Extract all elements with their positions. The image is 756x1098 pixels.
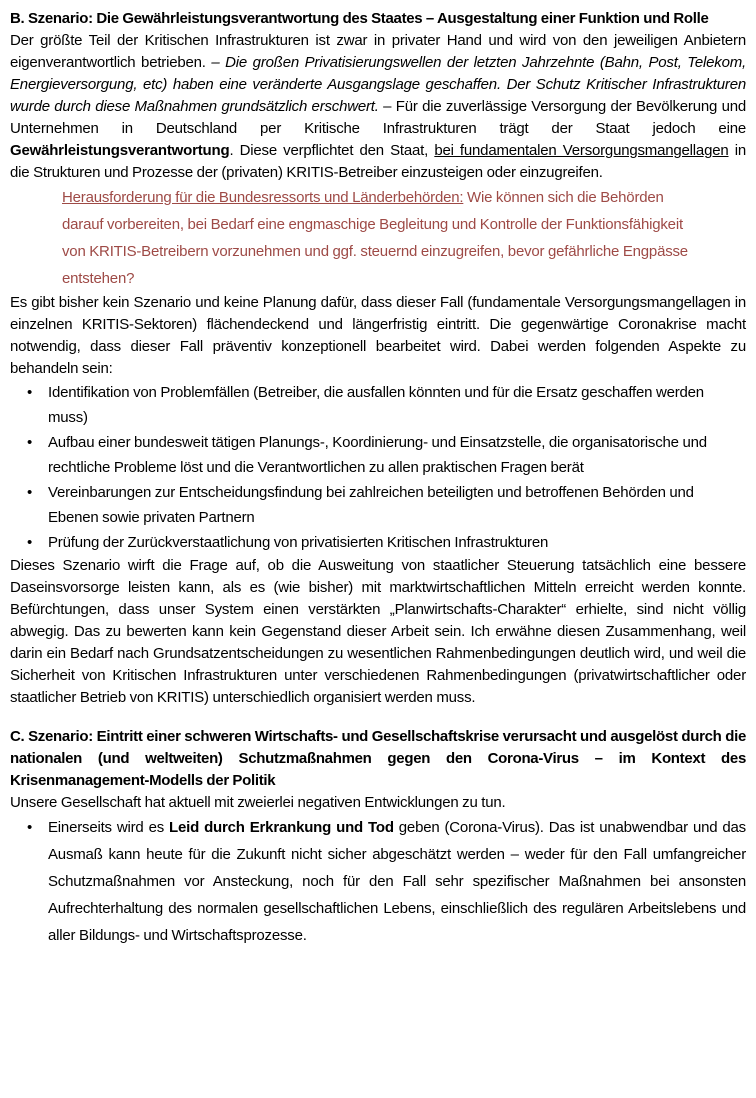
text-run: – Für die zuverlässige Versorgung der Bevölkerung und Unternehmen in Deutschland per Kritische Infrastrukturen trägt der Staat jedoch eine	[10, 98, 747, 137]
text-run-underline-versorgungsmangellagen: bei fundamentalen Versorgungsmangellagen	[434, 142, 729, 159]
section-b-heading: B. Szenario: Die Gewährleistungsverantwortung des Staates – Ausgestaltung einer Funktion und Rolle	[10, 10, 709, 27]
text-run: in die Strukturen und Prozesse der (privaten) KRITIS-Betreiber einzusteigen oder einzugreifen.	[10, 142, 746, 181]
list-item-identifikation	[10, 380, 746, 430]
list-item-leid	[10, 814, 746, 949]
bullet-icon: •	[27, 384, 33, 401]
bullet-icon: •	[27, 819, 33, 836]
list-item-text: Vereinbarungen zur Entscheidungsfindung bei zahlreichen beteiligten und betroffenen Behörden und Ebenen sowie privaten Partnern	[48, 484, 694, 526]
list-item-vereinbarungen	[10, 480, 746, 530]
text-run: Einerseits wird es	[48, 819, 170, 836]
list-item-text: Aufbau einer bundesweit tätigen Planungs-, Koordinierung- und Einsatzstelle, die organisatorische und rechtliche Probleme löst und die Verantwortlichen zu allen praktischen Fragen berät	[48, 434, 707, 476]
list-item-text: Identifikation von Problemfällen (Betreiber, die ausfallen könnten und für die Ersatz geschaffen werden muss)	[48, 384, 704, 426]
text-run-italic-privatisation: – Die großen Privatisierungswellen der letzten Jahrzehnte (Bahn, Post, Telekom, Energieversorgung, etc) haben eine veränderte Ausgangslage geschaffen. Der Schutz Kritischer Infrastrukturen wurde durch diese Maßnahmen grundsätzlich erschwert.	[10, 54, 746, 115]
text-run: geben (Corona-Virus). Das ist unabwendbar und das Ausmaß kann heute für die Zukunft nicht sicher abgeschätzt werden – weder für den Fall umfangreicher Schutzmaßnahmen vor Ansteckung, noch für den Fall sehr spezifischer Maßnahmen bei ansonsten Aufrechterhaltung des normalen gesellschaftlichen Lebens, einschließlich des regulären Arbeitslebens und aller Bildungs- und Wirtschaftsprozesse.	[48, 819, 746, 944]
text-run-bold-gewaehrleistung: Gewährleistungsverantwortung	[10, 142, 230, 159]
text-run-bold-leid: Leid durch Erkrankung und Tod	[169, 819, 394, 836]
bullet-icon: •	[27, 534, 33, 551]
para-state-responsibility	[10, 30, 746, 184]
challenge-label: Herausforderung für die Bundesressorts und Länderbehörden:	[62, 189, 464, 206]
list-item-einsatzstelle	[10, 430, 746, 480]
aspects-bullet-list	[10, 380, 746, 555]
list-item-text: Prüfung der Zurückverstaatlichung von privatisierten Kritischen Infrastrukturen	[48, 534, 549, 551]
developments-bullet-list	[10, 814, 746, 949]
section-c-heading: C. Szenario: Eintritt einer schweren Wirtschafts- und Gesellschaftskrise verursacht und ausgelöst durch die nationalen (und weltweiten) Schutzmaßnahmen gegen den Corona-Virus – im Kontext des Krisenmanagement-Modells der Politik	[10, 728, 746, 789]
para-no-scenario: Es gibt bisher kein Szenario und keine Planung dafür, dass dieser Fall (fundamentale Versorgungsmangellagen in einzelnen KRITIS-Sektoren) flächendeckend und längerfristig eintritt. Die gegenwärtige Coronakrise macht notwendig, dass dieser Fall präventiv konzeptionell bearbeitet wird. Dabei werden folgenden Aspekte zu behandeln sein:	[10, 294, 746, 377]
para-society-intro: Unsere Gesellschaft hat aktuell mit zweierlei negativen Entwicklungen zu tun.	[10, 794, 506, 811]
challenge-callout	[62, 184, 698, 292]
list-item-zurueckverstaatlichung	[10, 530, 746, 555]
bullet-icon: •	[27, 484, 33, 501]
text-run: . Diese verpflichtet den Staat,	[229, 142, 435, 159]
bullet-icon: •	[27, 434, 33, 451]
challenge-question: Wie können sich die Behörden darauf vorbereiten, bei Bedarf eine engmaschige Begleitung und Kontrolle der Funktionsfähigkeit von KRITIS-Betreibern vorzunehmen und ggf. steuernd einzugreifen, bevor gefährliche Engpässe entstehen?	[62, 189, 688, 287]
text-run: Der größte Teil der Kritischen Infrastrukturen ist zwar in privater Hand und wird von den jeweiligen Anbietern eigenverantwortlich betrieben.	[10, 32, 746, 71]
para-scenario-question: Dieses Szenario wirft die Frage auf, ob die Ausweitung von staatlicher Steuerung tatsächlich eine bessere Daseinsvorsorge leisten kann, als es (wie bisher) mit marktwirtschaftlichen Mitteln erreicht werden konnte. Befürchtungen, dass unser System einen verstärkten „Planwirtschafts-Charakter“ erhielte, sind nicht völlig abwegig. Das zu bewerten kann kein Gegenstand dieser Arbeit sein. Ich erwähne diesen Zusammenhang, weil darin ein Bedarf nach Grundsatzentscheidungen zu wesentlichen Rahmenbedingungen deutlich wird, und weil die Sicherheit von Kritischen Infrastrukturen unter verschiedenen Rahmenbedingungen (privatwirtschaftlicher oder staatlicher Betrieb von KRITIS) unterschiedlich organisiert werden muss.	[10, 557, 746, 706]
